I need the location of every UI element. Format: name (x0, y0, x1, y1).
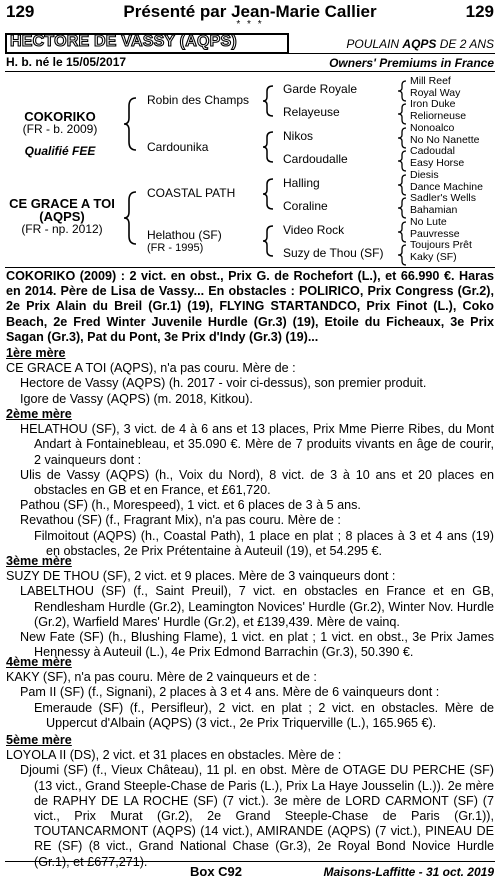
horse-name: HECTORE DE VASSY (AQPS) (10, 33, 237, 50)
divider (5, 53, 495, 54)
brace (397, 150, 407, 172)
pedigree-g4-2: Royal Way (410, 87, 461, 99)
pedigree-g4-7: Cadoudal (410, 145, 455, 157)
owners-premiums: Owners' Premiums in France (329, 56, 494, 70)
birth-info: H. b. né le 15/05/2017 (6, 55, 127, 69)
pedigree-g4-1: Mill Reef (410, 75, 451, 87)
fourth-dam-section: 4ème mère KAKY (SF), n'a pas couru. Mère de 2 vainqueurs et de : Pam II (SF) (f., Signani), 2 places à 3 et 4 ans. Mère de 6 vainqueurs dont : Emeraude (SF) (f., Persifleur), 2 vict. en plat ; 2 vict. en obstacles. Mère de Uppercut d'Albain (AQPS) (3 vict., 2e Prix Triquerville (L.), 165.965 €). (6, 655, 494, 730)
section-heading: 5ème mère (6, 733, 72, 747)
pedigree-g4-8: Easy Horse (410, 157, 465, 169)
pedigree-g2-3: COASTAL PATH (147, 186, 236, 200)
box-number: Box C92 (190, 864, 243, 879)
second-dam-section: 2ème mère HELATHOU (SF), 3 vict. de 4 à 6 ans et 13 places, Prix Mme Pierre Ribes, du Mont Andart à Fontainebleau, et 35.090 €. Mère de 7 produits vivants en âge de courir, 2 vainqueurs dont : Ulis de Vassy (AQPS) (h., Voix du Nord), 8 vict. de 3 à 10 ans et 20 places en obstacles en GB et en France, et £61,720. Pathou (SF) (h., Morespeed), 1 vict. et 6 places de 3 à 5 ans. Revathou (SF) (f., Fragrant Mix), n'a pas couru. Mère de : Filmoitout (AQPS) (h., Coastal Path), 1 place en plat ; 8 places à 3 et 4 ans (19) en obstacles, 2e Prix Prétentaine à Auteuil (19), et 54.295 €. (6, 407, 494, 558)
divider (5, 71, 495, 72)
fifth-dam-section: 5ème mère LOYOLA II (DS), 2 vict. et 31 places en obstacles. Mère de : Djoumi (SF) (f., Vieux Château), 11 pl. en obst. Mère de OTAGE DU PERCHE (SF) (13 vict., Grand Steeple-Chase de Paris (L.), Prix La Haye Jousselin (L.)). 2e mère de RAPHY DE LA ROCHE (SF) (7 vict.). 3e mère de LORD CARMONT (SF) (7 vict., Prix Murat (Gr.2), 2e Grand Steeple-Chase de Paris (Gr.1)), TOUTANCARMONT (AQPS) (14 vict.), AMIRANDE (AQPS) (7 vict.), PINEAU DE RE (SF) (8 vict., Grand National Chase (Gr.3), 2e Royal Bond Novice Hurdle (Gr.1), et £677,271). (6, 733, 494, 869)
brace (261, 84, 275, 118)
pedigree-g4-15: Toujours Prêt (410, 239, 472, 251)
pedigree-g4-9: Diesis (410, 169, 439, 181)
sex-age: POULAIN AQPS DE 2 ANS (346, 37, 494, 51)
brace (261, 130, 275, 164)
pedigree-g3-6: Coraline (283, 199, 328, 213)
sale-place-date: Maisons-Laffitte - 31 oct. 2019 (323, 865, 494, 879)
pedigree-g3-4: Cardoudalle (283, 152, 348, 166)
lot-number-right: 129 (465, 2, 494, 21)
pedigree-g3-8: Suzy de Thou (SF) (283, 246, 384, 260)
pedigree-g4-13: No Lute (410, 216, 447, 228)
brace (397, 174, 407, 196)
pedigree-g4-3: Iron Duke (410, 98, 456, 110)
pedigree-g2-detail: (FR - 1995) (147, 242, 204, 254)
section-heading: 3ème mère (6, 554, 72, 568)
first-dam-section: 1ère mère CE GRACE A TOI (AQPS), n'a pas couru. Mère de : Hectore de Vassy (AQPS) (h. 2017 - voir ci-dessus), son premier produit. Igore de Vassy (AQPS) (m. 2018, Kitkou). (6, 346, 494, 407)
brace (397, 127, 407, 149)
brace (261, 224, 275, 258)
lot-number-left: 129 (6, 2, 35, 21)
sire-note: Qualifié FEE (24, 144, 96, 158)
pedigree-g2-1: Robin des Champs (147, 93, 250, 107)
pedigree-g4-16: Kaky (SF) (410, 251, 457, 263)
sire: COKORIKO (FR - b. 2009) Qualifié FEE (4, 110, 116, 158)
sire-paragraph: COKORIKO (2009) : 2 vict. en obst., Prix G. de Rochefort (L.), et 66.990 €. Haras en 2014. Père de Lisa de Vassy... En obstacles : POLIRICO, Prix Congress (Gr.2), 2e Prix Alain du Breil (Gr.1) (19), FLYING STARTANDCO, Prix Finot (L.), Coko Beach, 2e Fred Winter Juvenile Hurdle (Gr.3) (19), Etoile du Ficheaux, 3e Prix Sagan (Gr.3), Pat du Pont, 3e Prix d'Indy (Gr.3) (19)... (6, 269, 494, 344)
pedigree-g2-4: Helathou (SF) (147, 228, 222, 242)
pedigree-g4-11: Sadler's Wells (410, 192, 476, 204)
brace (122, 96, 138, 152)
brace (122, 190, 138, 246)
pedigree-g4-10: Dance Machine (410, 181, 483, 193)
stars-decoration: * * * (236, 19, 264, 30)
pedigree-g4-4: Reliorneuse (410, 110, 467, 122)
brace (261, 177, 275, 211)
divider (5, 267, 495, 268)
pedigree-g2-2: Cardounika (147, 140, 209, 154)
pedigree-g3-7: Video Rock (283, 223, 345, 237)
pedigree-g3-2: Relayeuse (283, 105, 340, 119)
section-heading: 4ème mère (6, 655, 72, 669)
brace (397, 80, 407, 102)
pedigree-g4-5: Nonoalco (410, 122, 455, 134)
section-heading: 1ère mère (6, 346, 66, 360)
brace (397, 244, 407, 266)
divider (5, 861, 495, 862)
pedigree-g3-3: Nikos (283, 129, 314, 143)
brace (397, 197, 407, 219)
pedigree-g3-1: Garde Royale (283, 82, 358, 96)
dam: CE GRACE A TOI (AQPS) (FR - np. 2012) (9, 196, 115, 236)
third-dam-section: 3ème mère SUZY DE THOU (SF), 2 vict. et 9 places. Mère de 3 vainqueurs dont : LABELTHOU (SF) (f., Saint Preuil), 7 vict. en obstacles en France et en GB, Rendlesham Hurdle (Gr.2), Leamington Novices' Hurdle (Gr.2), Winter Nov. Hurdle (Gr.2), Warfield Mares' Hurdle (Gr.2), et £139,439. Mère de vainq. New Fate (SF) (h., Blushing Flame), 1 vict. en plat ; 1 vict. en obst., 3e Prix James Hennessy à Auteuil (L.), 4e Prix Edmond Barrachin (Gr.3), 50.390 €. (6, 554, 494, 660)
pedigree-g4-6: No No Nanette (410, 134, 480, 146)
page-title: Présenté par Jean-Marie Callier (123, 2, 377, 21)
pedigree-g4-14: Pauvresse (410, 228, 460, 240)
pedigree-g4-12: Bahamian (410, 204, 458, 216)
pedigree-g3-5: Halling (283, 176, 320, 190)
brace (397, 221, 407, 243)
section-heading: 2ème mère (6, 407, 72, 421)
brace (397, 103, 407, 125)
